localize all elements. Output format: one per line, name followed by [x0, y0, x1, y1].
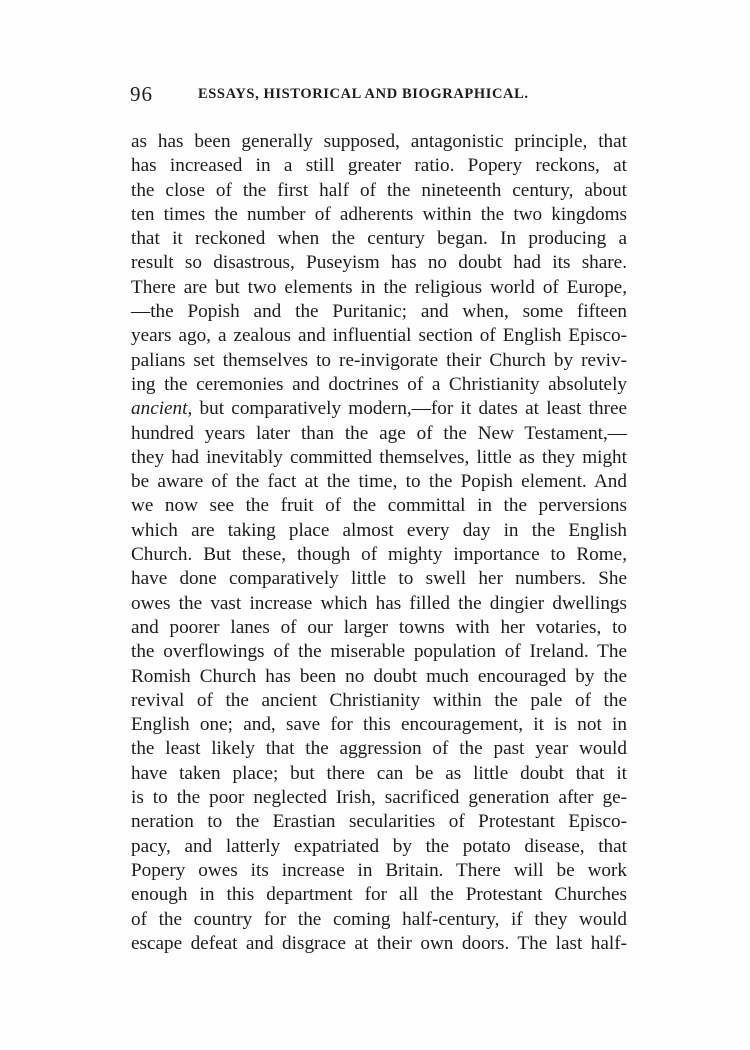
- text-line: owes the vast increase which has filled the dingier dwellings: [131, 592, 627, 614]
- text-line: has increased in a still greater ratio. Popery reckons, at: [131, 155, 627, 177]
- text-line: escape defeat and disgrace at their own doors. The last half-: [131, 932, 627, 954]
- italic-word: ancient,: [131, 398, 193, 420]
- text-line: and poorer lanes of our larger towns with her votaries, to: [131, 616, 627, 638]
- text-line: the least likely that the aggression of the past year would: [131, 738, 627, 760]
- running-head: ESSAYS, HISTORICAL AND BIOGRAPHICAL.: [198, 86, 529, 102]
- page-header: [130, 82, 626, 112]
- text-line: the overflowings of the miserable population of Ireland. The: [131, 641, 627, 663]
- text-line: pacy, and latterly expatriated by the potato disease, that: [131, 835, 627, 857]
- page-number: 96: [130, 82, 153, 106]
- text-line: as has been generally supposed, antagonistic principle, that: [131, 131, 627, 152]
- text-line: they had inevitably committed themselves, little as they might: [131, 446, 627, 468]
- text-line: have done comparatively little to swell her numbers. She: [131, 568, 627, 590]
- text-line: we now see the fruit of the committal in the perversions: [131, 495, 627, 517]
- text-line: English one; and, save for this encouragement, it is not in: [131, 714, 627, 736]
- text-line-rest: but comparatively modern,—for it dates at least three: [192, 398, 627, 420]
- text-line: have taken place; but there can be as little doubt that it: [131, 762, 627, 784]
- text-line: enough in this department for all the Protestant Churches: [131, 884, 627, 906]
- text-line: hundred years later than the age of the New Testament,—: [131, 422, 627, 444]
- text-line: be aware of the fact at the time, to the Popish element. And: [131, 471, 627, 493]
- text-line: which are taking place almost every day in the English: [131, 519, 627, 541]
- text-line: neration to the Erastian secularities of Protestant Episco-: [131, 811, 627, 833]
- text-line: that it reckoned when the century began. In producing a: [131, 228, 627, 250]
- text-line: ten times the number of adherents within the two kingdoms: [131, 203, 627, 225]
- text-line: palians set themselves to re-invigorate their Church by reviv-: [131, 349, 627, 371]
- text-line-italic: [131, 397, 627, 421]
- text-line: of the country for the coming half-century, if they would: [131, 908, 627, 930]
- text-line: Romish Church has been no doubt much encouraged by the: [131, 665, 627, 687]
- text-line: the close of the first half of the nineteenth century, about: [131, 179, 627, 201]
- text-line: ing the ceremonies and doctrines of a Christianity absolutely: [131, 373, 627, 395]
- text-line: is to the poor neglected Irish, sacrificed generation after ge-: [131, 787, 627, 809]
- text-line: revival of the ancient Christianity within the pale of the: [131, 689, 627, 711]
- text-line: Church. But these, though of mighty importance to Rome,: [131, 544, 627, 566]
- text-line: result so disastrous, Puseyism has no doubt had its share.: [131, 252, 627, 274]
- body-text: [131, 130, 627, 956]
- text-line: There are but two elements in the religious world of Europe,: [131, 276, 627, 298]
- text-line: Popery owes its increase in Britain. There will be work: [131, 859, 627, 881]
- text-line: —the Popish and the Puritanic; and when, some fifteen: [131, 301, 627, 323]
- text-line: years ago, a zealous and influential section of English Episco-: [131, 325, 627, 347]
